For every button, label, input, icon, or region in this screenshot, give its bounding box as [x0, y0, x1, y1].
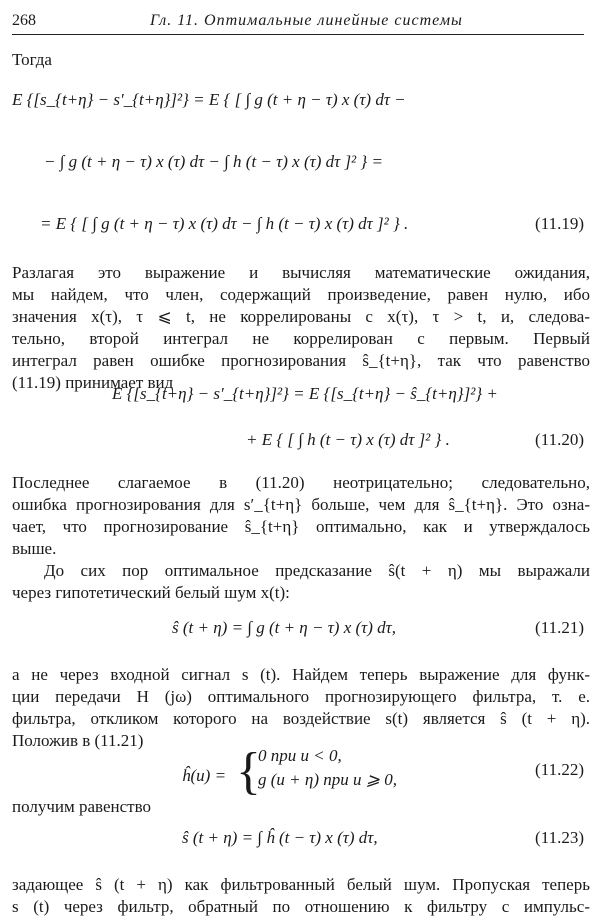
paragraph-1-line: интеграл равен ошибке прогнозирования ŝ_{t+η}, так что равенство: [12, 351, 590, 370]
paragraph-1-line: тельно, второй интеграл не коррелирован с первым. Первый: [12, 329, 590, 348]
paragraph-2-line: выше.: [12, 539, 57, 558]
paragraph-4-line: Положив в (11.21): [12, 731, 144, 750]
eq-number-11-22: (11.22): [535, 760, 584, 779]
paragraph-1-line: значения x(τ), τ ⩽ t, не коррелированы с x(τ), τ > t, и, следова-: [12, 307, 590, 326]
eq-11-21: ŝ (t + η) = ∫ g (t + η − τ) x (τ) dτ,: [172, 618, 396, 637]
eq-11-22-lhs: ĥ(u) =: [182, 766, 227, 785]
paragraph-4-line: фильтра, откликом которого на воздействие s(t) является ŝ (t + η).: [12, 709, 590, 728]
paragraph-3-line: До сих пор оптимальное предсказание ŝ(t + η) мы выражали: [44, 561, 590, 580]
running-header: [12, 12, 584, 35]
lead-word: Тогда: [12, 50, 52, 69]
paragraph-6-line: s (t) через фильтр, обратный по отношению к фильтру с импульс-: [12, 897, 590, 916]
eq-number-11-21: (11.21): [535, 618, 584, 637]
paragraph-3-line: через гипотетический белый шум x(t):: [12, 583, 290, 602]
paragraph-4-line: а не через входной сигнал s (t). Найдем теперь выражение для функ-: [12, 665, 590, 684]
eq-11-19-line2: − ∫ g (t + η − τ) x (τ) dτ − ∫ h (t − τ) x (τ) dτ ]² } =: [44, 152, 383, 171]
paragraph-1-line: (11.19) принимает вид: [12, 373, 174, 392]
eq-number-11-20: (11.20): [535, 430, 584, 449]
paragraph-4-line: ции передачи H (jω) оптимального прогнозирующего фильтра, т. е.: [12, 687, 590, 706]
eq-11-19-line3: = E { [ ∫ g (t + η − τ) x (τ) dτ − ∫ h (t − τ) x (τ) dτ ]² } .: [40, 214, 409, 233]
paragraph-6-line: задающее ŝ (t + η) как фильтрованный белый шум. Пропуская теперь: [12, 875, 590, 894]
running-title: Гл. 11. Оптимальные линейные системы: [150, 12, 463, 29]
eq-number-11-23: (11.23): [535, 828, 584, 847]
eq-11-20-line1: E {[s_{t+η} − s′_{t+η}]²} = E {[s_{t+η} − ŝ_{t+η}]²} +: [112, 384, 498, 403]
paragraph-2-line: Последнее слагаемое в (11.20) неотрицательно; следовательно,: [12, 473, 590, 492]
paragraph-1-line: мы найдем, что член, содержащий произведение, равен нулю, ибо: [12, 285, 590, 304]
eq-11-19-line1: E {[s_{t+η} − s′_{t+η}]²} = E { [ ∫ g (t + η − τ) x (τ) dτ −: [12, 90, 406, 109]
eq-11-22-case2: g (u + η) при u ⩾ 0,: [258, 770, 397, 789]
paragraph-2-line: ошибка прогнозирования для s′_{t+η} больше, чем для ŝ_{t+η}. Это озна-: [12, 495, 590, 514]
eq-11-22-case1: 0 при u < 0,: [258, 746, 342, 765]
paragraph-2-line: чает, что прогнозирование ŝ_{t+η} оптимально, как и утверждалось: [12, 517, 590, 536]
page-number: 268: [12, 12, 36, 29]
eq-number-11-19: (11.19): [535, 214, 584, 233]
eq-11-23: ŝ (t + η) = ∫ ĥ (t − τ) x (τ) dτ,: [182, 828, 378, 847]
eq-11-20-line2: + E { [ ∫ h (t − τ) x (τ) dτ ]² } .: [246, 430, 450, 449]
paragraph-5: получим равенство: [12, 797, 152, 816]
paragraph-1-line: Разлагая это выражение и вычисляя математические ожидания,: [12, 263, 590, 282]
left-brace: {: [236, 743, 261, 800]
